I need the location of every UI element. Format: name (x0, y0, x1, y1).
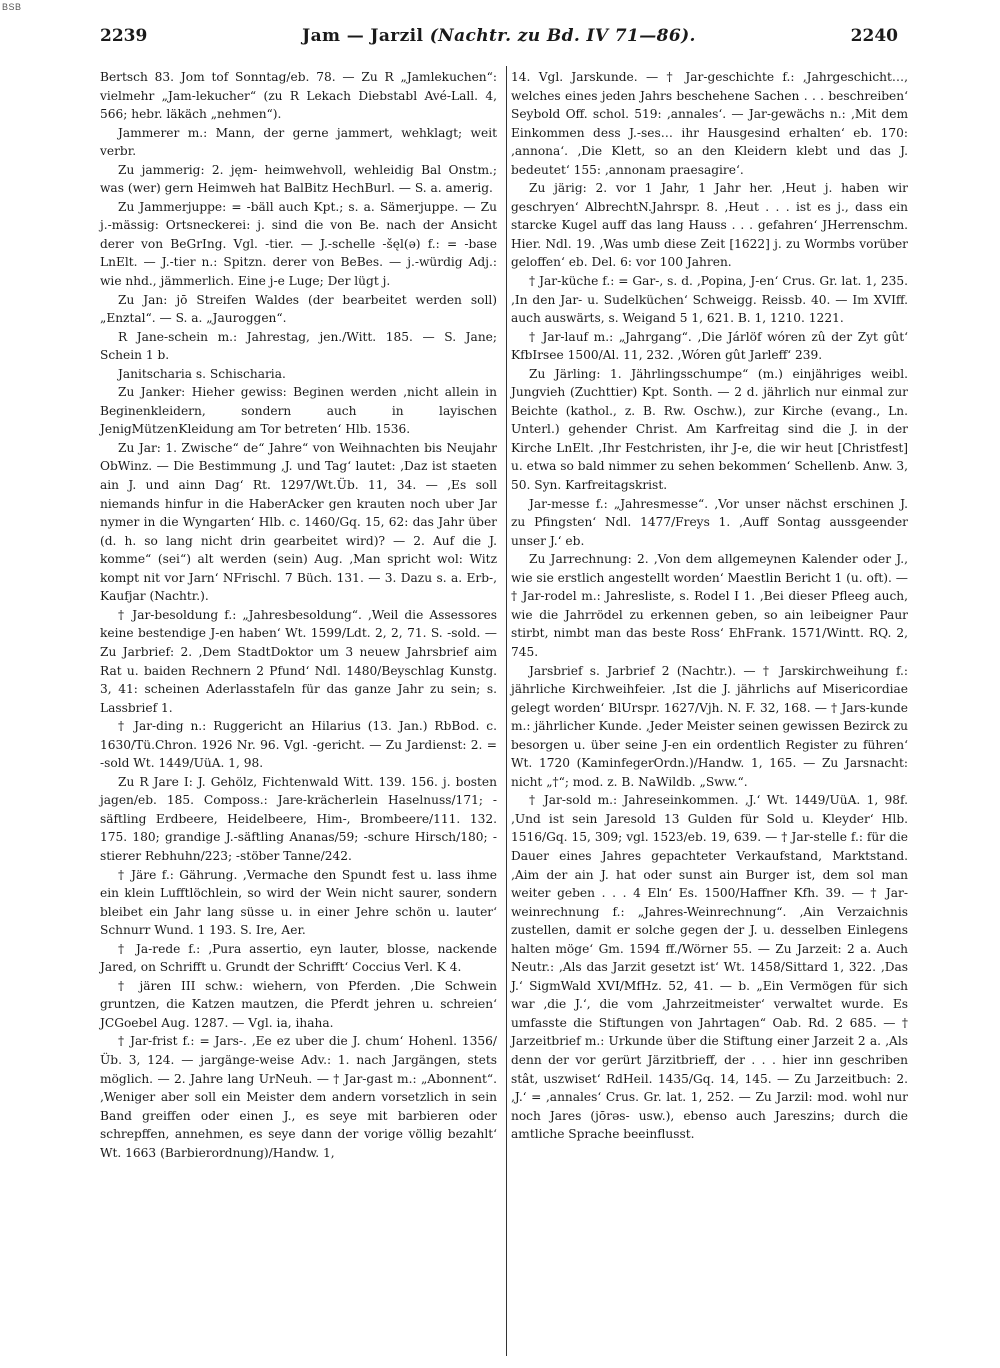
entry-paragraph: R Jane-schein m.: Jahrestag, jen./Witt. 185. — S. Jane; Schein 1 b. (100, 329, 497, 363)
entry-paragraph: Jar-messe f.: „Jahresmesse“. ‚Vor unser nächst erschinen J. zu Pfingsten‘ Ndl. 1477/Freys 1. ‚Auff Sontag aussgeender unser J.‘ eb. (511, 496, 908, 548)
library-watermark: BSB (2, 2, 22, 12)
column-divider (506, 66, 507, 1356)
page-number-right: 2240 (850, 26, 898, 46)
entry-paragraph: † Jar-frist f.: = Jars-. ‚Ee ez uber die J. chum‘ Hohenl. 1356/Üb. 3, 124. — jargänge-weise Adv.: 1. nach Jargängen, stets möglich. — 2. Jahre lang UrNeuh. — † Jar-gast m.: „Abonnent“. ‚Weniger aber soll ein Meister dem andern vorsetzlich in sein Band greiffen oder einen J., es seye mit barbieren oder schrepffen, annehmen, es seye dann der vorige völlig bezahlt‘ Wt. 1663 (Barbierordnung)/Handw. 1, (100, 1034, 497, 1160)
entry-paragraph: 14. Vgl. Jarskunde. — † Jar-geschichte f.: ‚Jahrgeschicht…, welches eines jeden Jahrs beschehene Sachen . . . beschreiben‘ Seybold Off. schol. 519: ‚annales‘. — Jar-gewächs n.: ‚Mit dem Einkommen dess J.-ses… ihr Hausgesind erhalten‘ eb. 170: ‚annona‘. ‚Die Klett, so an den Kleidern klebt und das J. bedeutet‘ 155: ‚annonam praesagire‘. (511, 70, 908, 177)
entry-paragraph: Zu Jammerjuppe: = -bäll auch Kpt.; s. a. Sämerjuppe. — Zu j.-mässig: Ortsneckerei: j. sind die von Be. nach der Ansicht derer von BeGrIng. Vgl. -tier. — J.-schelle -šęl(ə) f.: = -base LnElt. — J.-tier n.: Spitzn. derer von BeBes. — j.-würdig Adj.: wie nhd., jämmerlich. Eine j-e Luge; Der lügt j. (100, 199, 497, 289)
left-column (100, 68, 497, 1162)
entry-paragraph: † jären III schw.: wiehern, von Pferden. ‚Die Schwein gruntzen, die Katzen mautzen, die Pferdt jehren u. schreien‘ JCGoebel Aug. 1287. — Vgl. ia, ihaha. (100, 978, 497, 1030)
page-header (100, 26, 898, 52)
entry-paragraph: Jarsbrief s. Jarbrief 2 (Nachtr.). — † Jarskirchweihung f.: jährliche Kirchweihfeier. ‚Ist die J. jährlichs auf Misericordiae gelegt worden‘ BlUrspr. 1627/Vjh. N. F. 32, 168. — † Jars-kunde m.: jährlicher Kunde. ‚Jeder Meister seinen gewissen Bezirck zu besorgen u. über seine J-en ein ordentlich Register zu führen‘ Wt. 1720 (KaminfegerOrdn.)/Handw. 1, 165. — Zu Jarsnacht: nicht „†“; mod. z. B. NaWildb. „Sww.“. (511, 663, 908, 789)
running-title-italic: (Nachtr. zu Bd. IV 71—86). (429, 26, 696, 46)
entry-paragraph: Zu Jan: jō Streifen Waldes (der bearbeitet werden soll) „Enztal“. — S. a. „Jauroggen“. (100, 292, 497, 326)
entry-paragraph: Zu Jar: 1. Zwische“ de“ Jahre“ von Weihnachten bis Neujahr ObWinz. — Die Bestimmung ‚J. und Tag‘ lautet: ‚Daz ist staeten ain J. und ainn Dag‘ Rt. 1297/Wt.Üb. 11, 34. — ‚Es soll niemands hinfur in die HaberAcker gen krauten noch uber Jar nymer in die Wyngarten‘ Hlb. c. 1460/Gq. 15, 62: das Jahr über (d. h. so lang nicht drin gearbeitet wird)? — 2. Auf die J. komme“ (sei“) alt werden (sein) Aug. ‚Man spricht wol: Witz kompt nit vor Jarn‘ NFrischl. 7 Büch. 131. — 3. Dazu s. a. Erb-, Kaufjar (Nachtr.). (100, 440, 497, 604)
entry-paragraph: Zu Järling: 1. Jährlingsschumpe“ (m.) einjähriges weibl. Jungvieh (Zuchttier) Kpt. Sonth. — 2 d. jährlich nur einmal zur Beichte (kathol., z. B. Rw. Oschw.), zur Kirche (evang., Ln. Unterl.) gehender Christ. Am Karfreitag sind die J. in der Kirche LnElt. ‚Ihr Festchristen, ihr J-e, die wir heut [Christfest] u. etwa so bald nimmer zu sehen bekommen‘ Schellenb. Anw. 3, 50. Syn. Karfreitagskrist. (511, 366, 908, 493)
entry-paragraph: † Ja-rede f.: ‚Pura assertio, eyn lauter, blosse, nackende Jared, on Schrifft u. Grundt der Schrifft‘ Coccius Verl. K 4. (100, 941, 497, 975)
entry-paragraph: † Jar-lauf m.: „Jahrgang“. ‚Die Járlöf wóren zû der Zyt gût‘ KfbIrsee 1500/Al. 11, 232. ‚Wóren gût Jarleff‘ 239. (511, 329, 908, 363)
page-number-left: 2239 (100, 26, 148, 46)
entry-paragraph: Zu järig: 2. vor 1 Jahr, 1 Jahr her. ‚Heut j. haben wir geschryen‘ AlbrechtN.Jahrspr. 8. ‚Heut . . . ist es j., dass ein starcke Kugel auff das lang Hauss . . . gefahren‘ JHerrenschm. Hier. Ndl. 19. ‚Was umb diese Zeit [1622] j. zu Wormbs vorüber geloffen‘ eb. Del. 6: vor 100 Jahren. (511, 181, 908, 270)
entry-paragraph: † Jar-küche f.: = Gar-, s. d. ‚Popina, J-en‘ Crus. Gr. lat. 1, 235. ‚In den Jar- u. Sudelküchen‘ Schweigg. Reissb. 40. — Im XVIff. auch auswärts, s. Weigand 5 1, 621. B. 1, 1210. 1221. (511, 274, 908, 326)
entry-paragraph: Jammerer m.: Mann, der gerne jammert, wehklagt; weit verbr. (100, 125, 497, 159)
entry-paragraph: Janitscharia s. Schischaria. (118, 366, 286, 381)
entry-paragraph: Bertsch 83. Jom tof Sonntag/eb. 78. — Zu R „Jamlekuchen“: vielmehr „Jam-lekucher“ (zu R Lekach Diebstabl Avé-Lall. 4, 566; hebr. läkäch „nehmen“). (100, 70, 497, 122)
entry-paragraph: Zu R Jare I: J. Gehölz, Fichtenwald Witt. 139. 156. j. bosten jagen/eb. 185. Composs.: Jare-krächerlein Haselnuss/171; -säftling Erdbeere, Heidelbeere, Him-, Brombeere/111. 132. 175. 180; grandige J.-säftling Ananas/59; -schure Hirsch/180; -stierer Rebhuhn/223; -stöber Tanne/242. (100, 774, 497, 863)
right-column (511, 68, 908, 1144)
entry-paragraph: † Jar-besoldung f.: „Jahresbesoldung“. ‚Weil die Assessores keine bestendige J-en haben‘ Wt. 1599/Ldt. 2, 2, 71. S. -sold. — Zu Jarbrief: 2. ‚Dem StadtDoktor um 3 neuew Jahrsbrief aim Rat u. baiden Rechnern 2 Pfund‘ Ndl. 1480/Beyschlag Kunstg. 3, 41: scheinen Aderlasstafeln für das ganze Jahr zu sein; s. Lassbrief 1. (100, 607, 497, 715)
entry-paragraph: † Jar-sold m.: Jahreseinkommen. ‚J.‘ Wt. 1449/UüA. 1, 98f. ‚Und ist sein Jaresold 13 Gulden für Sold u. Kleyder‘ Hlb. 1516/Gq. 15, 309; vgl. 1523/eb. 19, 639. — † Jar-stelle f.: für die Dauer eines Jahres gepachteter Verkaufstand, Marktstand. ‚Aim der ain J. hat oder sunst ain Burger ist, dem sol man weiter geben . . . 4 Eln‘ Es. 1500/Haffner Kfh. 39. — † Jar-weinrechnung f.: „Jahres-Weinrechnung“. ‚Ain Verzaichnis zustellen, damit er solche gegen der J. u. desselben Einlegens halten möge‘ Gm. 1594 ff./Wörner 55. — Zu Jarzeit: 2 a. Auch Neutr.: ‚Als das Jarzit gesetzt ist‘ Wt. 1458/Sittard 1, 322. ‚Das J.‘ SigmWald XVI/MfHz. 52, 41. — b. „Ein Vermögen für sich war ‚die J.‘, die vom ‚Jahrzeitmeister‘ verwaltet wurde. Es umfasste die Stiftungen von Jahrtagen“ Oab. Rd. 2 685. — † Jarzeitbrief m.: Urkunde über die Stiftung einer Jarzeit 2 a. ‚Als denn der vor gerürt Järzitbrieff, der . . . hier inn geschriben stât, uszwiset‘ RdHeil. 1435/Gq. 14, 145. — Zu Jarzeitbuch: 2. ‚J.‘ = ‚annales‘ Crus. Gr. lat. 1, 252. — Zu Jarzil: mod. wohl nur noch Jares (jōrəs- usw.), ebenso auch Jareszins; durch die amtliche Sprache beeinflusst. (511, 793, 908, 1142)
entry-paragraph: † Jar-ding n.: Ruggericht an Hilarius (13. Jan.) RbBod. c. 1630/Tü.Chron. 1926 Nr. 96. Vgl. -gericht. — Zu Jardienst: 2. = -sold Wt. 1449/UüA. 1, 98. (100, 719, 497, 771)
entry-paragraph: † Järe f.: Gährung. ‚Vermache den Spundt fest u. lass ihme ein klein Lufftlöchlein, so wird der Wein nicht saurer, sondern bleibet ein Jahr lang süsse u. in einer Jehre schön u. lauter‘ Schnurr Wund. 1 193. S. Ire, Aer. (100, 867, 497, 938)
running-title-main: Jam — Jarzil (302, 26, 430, 46)
entry-paragraph: Zu Jarrechnung: 2. ‚Von dem allgemeynen Kalender oder J., wie sie erstlich angestellt worden‘ Maestlin Bericht 1 (u. oft). — † Jar-rodel m.: Jahresliste, s. Rodel I 1. ‚Bei dieser Pfleeg auch, wie die Jahrrödel zu erkennen geben, so ain leibeigner Paur stirbt, nimbt man das beste Ross‘ EhFrank. 1571/Wintt. RQ. 2, 745. (511, 552, 908, 659)
entry-paragraph: Zu Janker: Hieher gewiss: Beginen werden ‚nicht allein in Beginenkleidern, sondern auch in layischen JenigMützenKleidung am Tor betreten‘ Hlb. 1536. (100, 385, 497, 437)
entry-paragraph: Zu jammerig: 2. jęm- heimwehvoll, wehleidig Bal Onstm.; was (wer) gern Heimweh hat BalBitz HechBurl. — S. a. amerig. (100, 162, 497, 196)
running-title (302, 26, 696, 46)
